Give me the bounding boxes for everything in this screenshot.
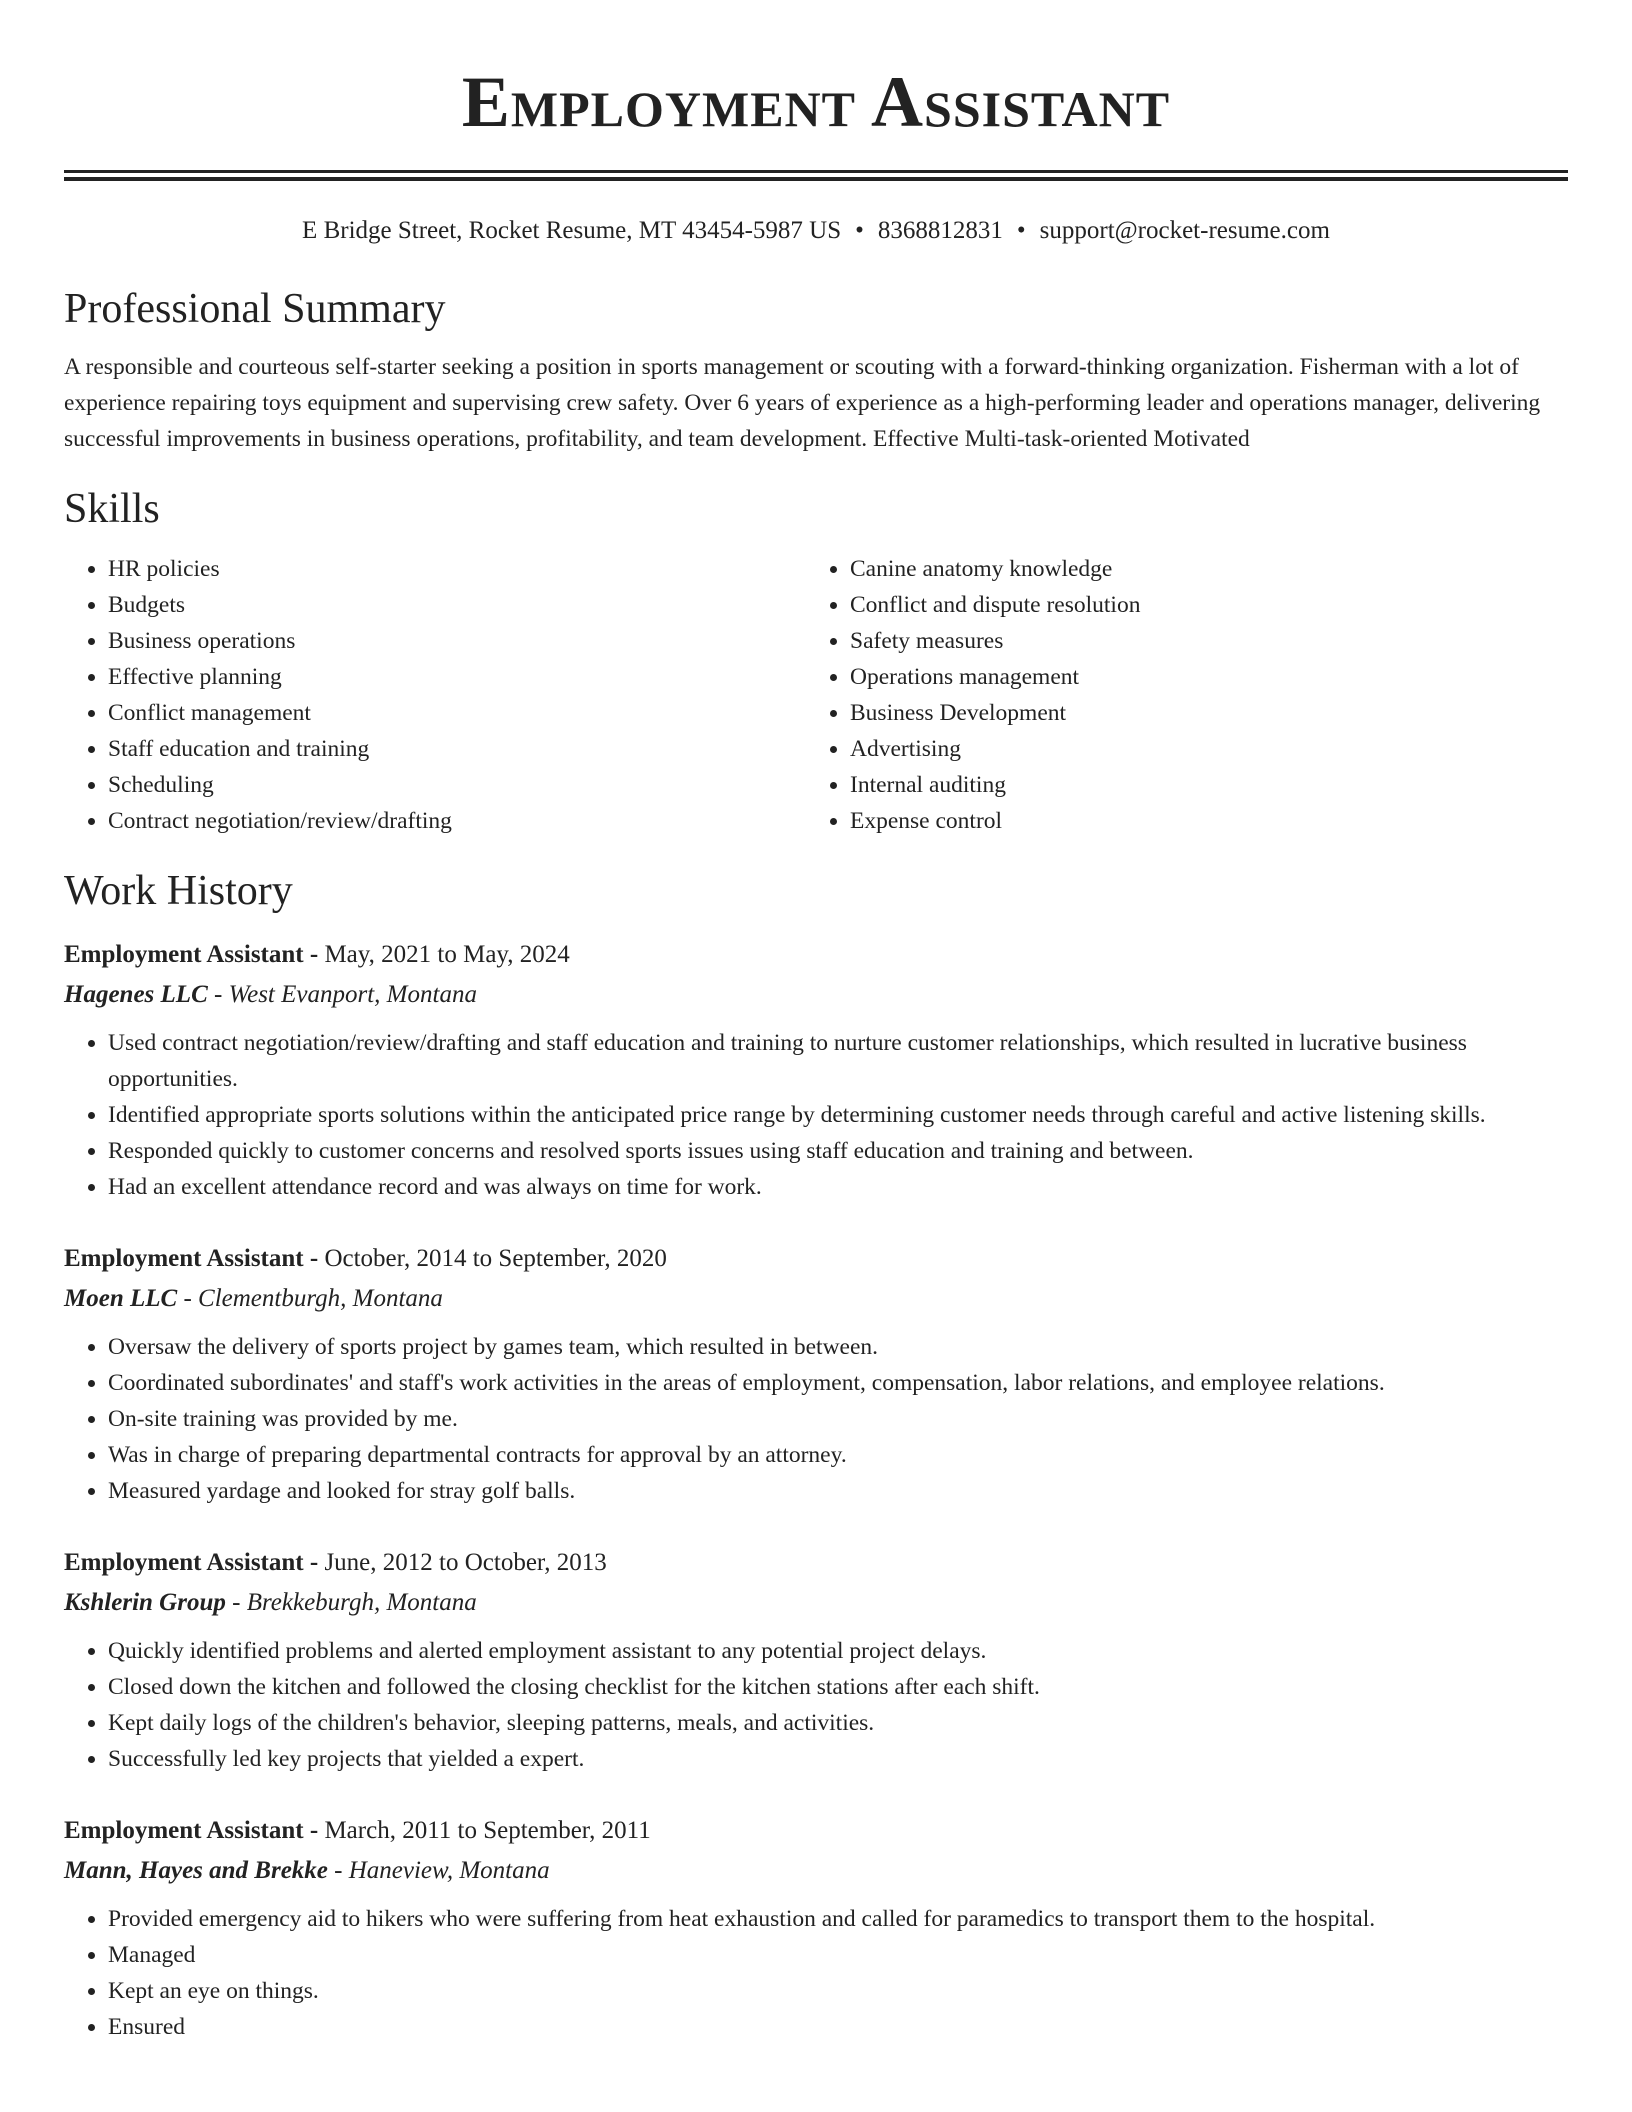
resume-name: Employment Assistant — [461, 62, 1171, 142]
job-company: Mann, Hayes and Brekke — [64, 1857, 328, 1884]
job-title: Employment Assistant — [64, 941, 304, 968]
duty-item: • Coordinated subordinates' and staff's work activities in the areas of employment, compensation, labor relations, and employee relations. — [108, 1365, 1568, 1401]
skills-heading: Skills — [64, 486, 160, 532]
duty-item: • Identified appropriate sports solutions within the anticipated price range by determining customer needs through careful and active listening skills. — [108, 1097, 1568, 1133]
work-history-heading: Work History — [64, 868, 293, 914]
job-duties — [64, 1329, 1568, 1509]
duty-item: • Responded quickly to customer concerns and resolved sports issues using staff education and training and between. — [108, 1133, 1568, 1169]
job-duties — [64, 1025, 1568, 1205]
job-duties — [64, 1633, 1568, 1777]
job-company: Moen LLC — [64, 1285, 178, 1312]
skill-item: • Scheduling — [108, 767, 806, 803]
job-company: Kshlerin Group — [64, 1589, 226, 1616]
job-entry — [64, 1239, 1568, 1509]
job-title: Employment Assistant — [64, 1245, 304, 1272]
job-entry — [64, 935, 1568, 1205]
skill-item: • Business operations — [108, 623, 806, 659]
skill-item: • Contract negotiation/review/drafting — [108, 803, 806, 839]
job-entry — [64, 1811, 1568, 2045]
duty-item: • Used contract negotiation/review/drafting and staff education and training to nurture customer relationships, which resulted in lucrative business opportunities. — [108, 1025, 1568, 1097]
duty-item: • Measured yardage and looked for stray golf balls. — [108, 1473, 1568, 1509]
skills-list-right — [806, 551, 1548, 839]
skill-item: • Internal auditing — [850, 767, 1548, 803]
skill-item: • HR policies — [108, 551, 806, 587]
job-title-line: Employment Assistant - March, 2011 to September, 2011 — [64, 1817, 651, 1844]
contact-separator: • — [1016, 217, 1026, 244]
skill-item: • Safety measures — [850, 623, 1548, 659]
duty-item: • Closed down the kitchen and followed the closing checklist for the kitchen stations after each shift. — [108, 1669, 1568, 1705]
duty-item: • Had an excellent attendance record and was always on time for work. — [108, 1169, 1568, 1205]
job-dates: June, 2012 to October, 2013 — [324, 1549, 607, 1576]
job-company-line: Mann, Hayes and Brekke - Haneview, Montana — [64, 1857, 550, 1884]
job-dates: October, 2014 to September, 2020 — [324, 1245, 667, 1272]
contact-email: support@rocket-resume.com — [1039, 217, 1330, 244]
duty-item: • Ensured — [108, 2009, 1568, 2045]
job-dates: May, 2021 to May, 2024 — [324, 941, 570, 968]
duty-item: • Kept daily logs of the children's behavior, sleeping patterns, meals, and activities. — [108, 1705, 1568, 1741]
duty-item: • Provided emergency aid to hikers who were suffering from heat exhaustion and called for paramedics to transport them to the hospital. — [108, 1901, 1568, 1937]
skill-item: • Advertising — [850, 731, 1548, 767]
contact-address: E Bridge Street, Rocket Resume, MT 43454-5987 US — [302, 217, 842, 244]
duty-item: • Successfully led key projects that yielded a expert. — [108, 1741, 1568, 1777]
duty-item: • Quickly identified problems and alerted employment assistant to any potential project delays. — [108, 1633, 1568, 1669]
job-dates: March, 2011 to September, 2011 — [324, 1817, 651, 1844]
job-title-line: Employment Assistant - October, 2014 to September, 2020 — [64, 1245, 667, 1272]
job-duties — [64, 1901, 1568, 2045]
job-location: Clementburgh, Montana — [198, 1285, 443, 1312]
job-location: Haneview, Montana — [348, 1857, 550, 1884]
skills-columns — [64, 551, 1568, 839]
job-location: West Evanport, Montana — [228, 981, 477, 1008]
job-title: Employment Assistant — [64, 1549, 304, 1576]
job-company-line: Hagenes LLC - West Evanport, Montana — [64, 981, 477, 1008]
duty-item: • Kept an eye on things. — [108, 1973, 1568, 2009]
summary-text: A responsible and courteous self-starter seeking a position in sports management or scouting with a forward-thinking organization. Fisherman with a lot of experience repairing toys equipment and supervising crew safety. Over 6 years of experience as a high-performing leader and operations manager, delivering successful improvements in business operations, profitability, and team development. Effective Multi-task-oriented Motivated — [64, 354, 1541, 452]
skill-item: • Operations management — [850, 659, 1548, 695]
job-company-line: Moen LLC - Clementburgh, Montana — [64, 1285, 443, 1312]
skill-item: • Expense control — [850, 803, 1548, 839]
job-company-line: Kshlerin Group - Brekkeburgh, Montana — [64, 1589, 477, 1616]
contact-separator: • — [855, 217, 864, 244]
contact-line — [64, 215, 1568, 247]
skill-item: • Business Development — [850, 695, 1548, 731]
header-double-rule — [64, 170, 1568, 181]
job-title: Employment Assistant — [64, 1817, 304, 1844]
job-entry — [64, 1543, 1568, 1777]
job-title-line: Employment Assistant - May, 2021 to May, 2024 — [64, 941, 570, 968]
duty-item: • Oversaw the delivery of sports project by games team, which resulted in between. — [108, 1329, 1568, 1365]
skill-item: • Canine anatomy knowledge — [850, 551, 1548, 587]
skill-item: • Effective planning — [108, 659, 806, 695]
skill-item: • Conflict management — [108, 695, 806, 731]
job-title-line: Employment Assistant - June, 2012 to October, 2013 — [64, 1549, 607, 1576]
contact-phone: 8368812831 — [877, 217, 1003, 244]
skill-item: • Budgets — [108, 587, 806, 623]
duty-item: • On-site training was provided by me. — [108, 1401, 1568, 1437]
duty-item: • Managed — [108, 1937, 1568, 1973]
skill-item: • Conflict and dispute resolution — [850, 587, 1548, 623]
duty-item: • Was in charge of preparing departmental contracts for approval by an attorney. — [108, 1437, 1568, 1473]
job-location: Brekkeburgh, Montana — [246, 1589, 477, 1616]
summary-heading: Professional Summary — [64, 286, 446, 332]
job-company: Hagenes LLC — [64, 981, 208, 1008]
skill-item: • Staff education and training — [108, 731, 806, 767]
skills-list-left — [64, 551, 806, 839]
